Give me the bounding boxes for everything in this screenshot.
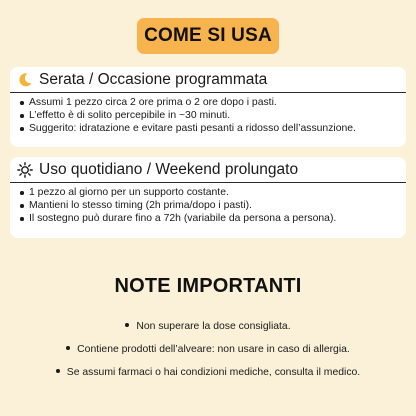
bullet-icon: [56, 369, 60, 373]
page-title-badge: [137, 18, 279, 54]
list-item: Il sostegno può durare fino a 72h (variabile da persona a persona).: [29, 213, 337, 224]
notes-title: NOTE IMPORTANTI: [114, 275, 302, 297]
list-item: L’effetto è di solito percepibile in ~30 minuti.: [29, 109, 356, 122]
section-list: [10, 96, 356, 135]
sun-icon: [16, 161, 34, 179]
section-card-evening: [10, 67, 406, 147]
list-item: 1 pezzo al giorno per un supporto costante.: [29, 186, 336, 199]
list-item: [0, 320, 416, 343]
page-title: COME SI USA: [144, 25, 272, 46]
section-heading: Serata / Occasione programmata: [39, 70, 268, 88]
section-heading: Uso quotidiano / Weekend prolungato: [39, 160, 299, 178]
bullet-icon: [125, 323, 129, 327]
bullet-icon: [66, 346, 70, 350]
notes-list: [0, 320, 416, 389]
note-text: Non superare la dose consigliata.: [136, 321, 291, 332]
list-item: Assumi 1 pezzo circa 2 ore prima o 2 ore dopo i pasti.: [29, 96, 356, 109]
section-header: [10, 157, 406, 183]
list-item: [0, 366, 416, 389]
crescent-moon-icon: [16, 71, 34, 89]
list-item: Suggerito: idratazione e evitare pasti pesanti a ridosso dell’assunzione.: [29, 123, 356, 134]
section-list: [10, 186, 336, 225]
list-item: Mantieni lo stesso timing (2h prima/dopo i pasti).: [29, 199, 336, 212]
section-header: [10, 67, 406, 93]
section-card-daily: [10, 157, 406, 238]
list-item: [0, 343, 416, 366]
note-text: Se assumi farmaci o hai condizioni mediche, consulta il medico.: [66, 367, 361, 378]
note-text: Contiene prodotti dell’alveare: non usare in caso di allergia.: [77, 344, 350, 355]
